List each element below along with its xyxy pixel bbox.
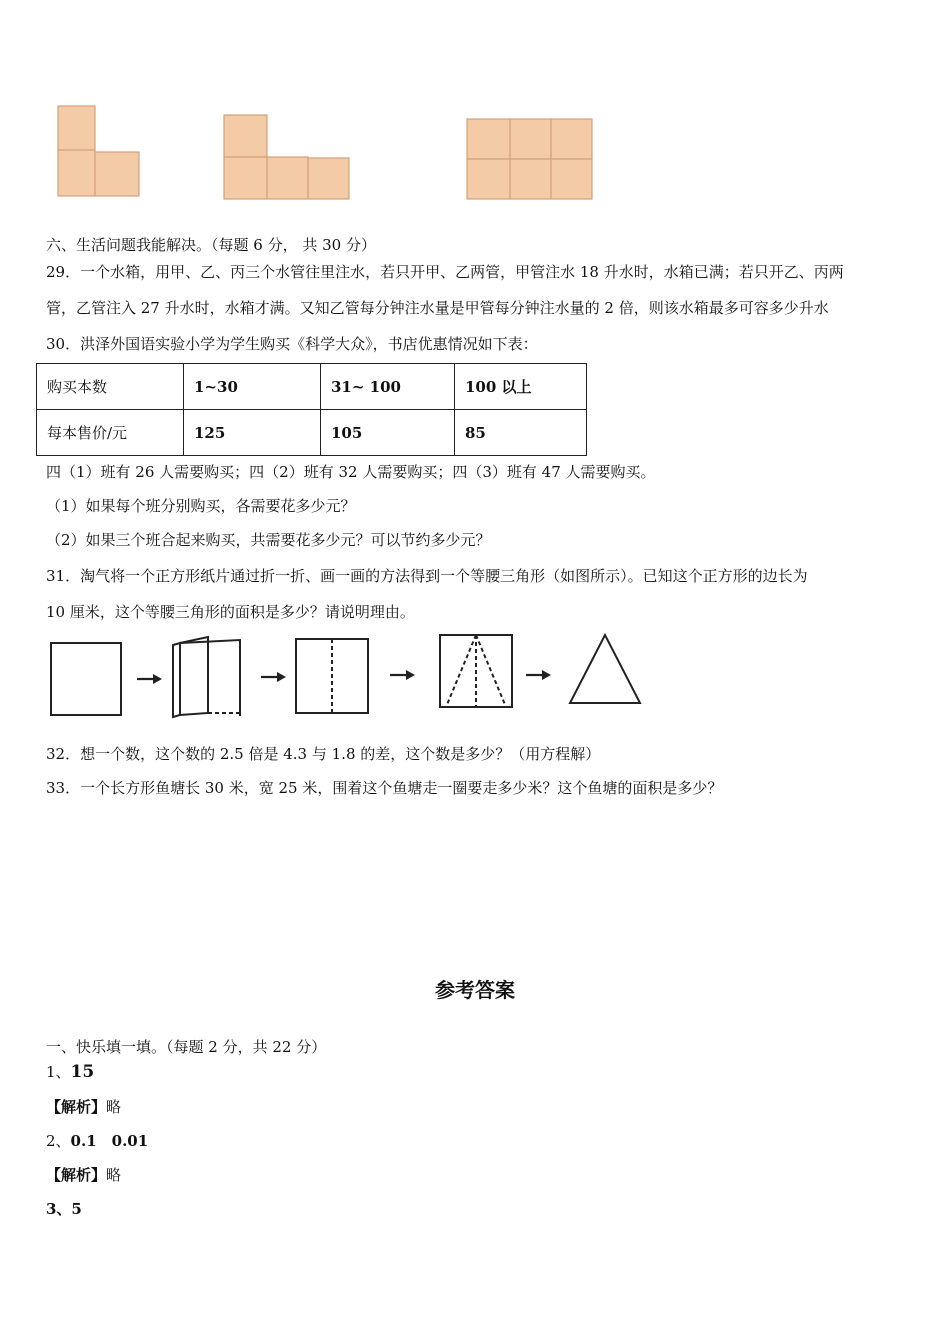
section6-heading: 六、生活问题我能解决。（每题 6 分， 共 30 分）: [46, 236, 376, 254]
answer-value: 15: [70, 1062, 95, 1082]
q30-sub2: （2）如果三个班合起来购买，共需要花多少元？可以节约多少元？: [46, 531, 491, 549]
analysis-label: 【解析】: [46, 1166, 107, 1184]
answer-1: [46, 1062, 94, 1082]
answer-value: 0.1 0.01: [70, 1132, 149, 1150]
table-cell: 100 以上: [455, 364, 587, 410]
table-cell: 购买本数: [37, 364, 184, 410]
analysis-1: [46, 1097, 121, 1117]
analysis-label: 【解析】: [46, 1098, 107, 1116]
analysis-2: [46, 1165, 121, 1185]
folding-diagram: [0, 625, 950, 735]
answer-3: 3、5: [46, 1200, 82, 1218]
q33-text: 33．一个长方形鱼塘长 30 米，宽 25 米，围着这个鱼塘走一圈要走多少米？这个鱼塘的面积是多少？: [46, 779, 723, 797]
analysis-text: 略: [106, 1166, 122, 1184]
analysis-text: 略: [106, 1098, 122, 1116]
table-cell: 125: [184, 410, 321, 456]
q30-sub1: （1）如果每个班分别购买，各需要花多少元？: [46, 497, 356, 515]
block-figure-1: [0, 0, 950, 220]
table-row: [37, 410, 587, 456]
q30-classes: 四（1）班有 26 人需要购买；四（2）班有 32 人需要购买；四（3）班有 47 人需要购买。: [46, 463, 656, 481]
q29-line1: 29．一个水箱，用甲、乙、丙三个水管往里注水，若只开甲、乙两管，甲管注水 18 升水时，水箱已满；若只开乙、丙两: [46, 263, 844, 281]
table-cell: 每本售价/元: [37, 410, 184, 456]
answer-number: 1、: [46, 1063, 71, 1081]
table-cell: 105: [321, 410, 455, 456]
answer-number: 2、: [46, 1132, 71, 1150]
table-cell: 31~ 100: [321, 364, 455, 410]
q31-line1: 31．淘气将一个正方形纸片通过折一折、画一画的方法得到一个等腰三角形（如图所示）。已知这个正方形的边长为: [46, 567, 808, 585]
table-row: [37, 364, 587, 410]
q32-text: 32．想一个数，这个数的 2.5 倍是 4.3 与 1.8 的差，这个数是多少？（用方程解）: [46, 745, 601, 763]
table-cell: 85: [455, 410, 587, 456]
q31-line2: 10 厘米，这个等腰三角形的面积是多少？请说明理由。: [46, 603, 415, 621]
table-cell: 1~30: [184, 364, 321, 410]
q30-intro: 30．洪泽外国语实验小学为学生购买《科学大众》，书店优惠情况如下表：: [46, 335, 538, 353]
q29-line2: 管，乙管注入 27 升水时，水箱才满。又知乙管每分钟注水量是甲管每分钟注水量的 2 倍，则该水箱最多可容多少升水: [46, 299, 829, 317]
answers-title: 参考答案: [435, 978, 515, 1002]
answers-section1: 一、快乐填一填。（每题 2 分，共 22 分）: [46, 1038, 327, 1056]
answer-2: [46, 1131, 148, 1151]
price-table: [36, 363, 587, 456]
